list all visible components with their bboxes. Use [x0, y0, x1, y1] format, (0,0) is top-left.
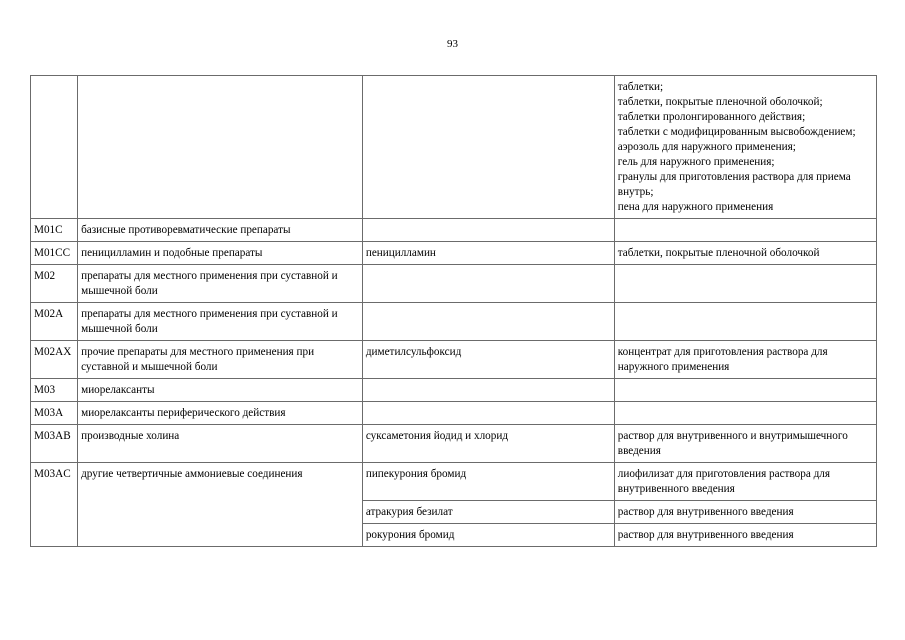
group-name-cell: производные холина [78, 425, 363, 463]
dosage-form-cell: таблетки; таблетки, покрытые пленочной оболочкой; таблетки пролонгированного действия; таблетки с модифицированным высвобождением; аэрозоль для наружного применения; гель для наружного применения; гранулы для приготовления раствора для приема внутрь; пена для наружного применения [614, 76, 876, 219]
group-name-cell [78, 76, 363, 219]
table-row [31, 265, 877, 303]
atc-code-cell: M03AC [31, 463, 78, 547]
table-row [31, 379, 877, 402]
group-name-cell: прочие препараты для местного применения при суставной и мышечной боли [78, 341, 363, 379]
atc-code-cell: M01C [31, 219, 78, 242]
table-row [31, 341, 877, 379]
atc-code-cell: M02A [31, 303, 78, 341]
substance-cell: пеницилламин [362, 242, 614, 265]
dosage-form-cell: концентрат для приготовления раствора для наружного применения [614, 341, 876, 379]
atc-code-cell: M02AX [31, 341, 78, 379]
dosage-form-cell: таблетки, покрытые пленочной оболочкой [614, 242, 876, 265]
atc-code-cell: M01CC [31, 242, 78, 265]
atc-code-cell: M03 [31, 379, 78, 402]
substance-cell [362, 303, 614, 341]
page-number: 93 [447, 38, 458, 50]
drug-classification-table [30, 75, 877, 547]
dosage-form-cell: раствор для внутривенного и внутримышечного введения [614, 425, 876, 463]
group-name-cell: препараты для местного применения при суставной и мышечной боли [78, 265, 363, 303]
group-name-cell: базисные противоревматические препараты [78, 219, 363, 242]
substance-cell [362, 265, 614, 303]
table-row [31, 76, 877, 219]
group-name-cell: препараты для местного применения при суставной и мышечной боли [78, 303, 363, 341]
dosage-form-cell: раствор для внутривенного введения [614, 524, 876, 547]
table-row [31, 219, 877, 242]
substance-cell: суксаметония йодид и хлорид [362, 425, 614, 463]
table-row [31, 303, 877, 341]
dosage-form-cell: лиофилизат для приготовления раствора для внутривенного введения [614, 463, 876, 501]
atc-code-cell: M02 [31, 265, 78, 303]
group-name-cell: миорелаксанты периферического действия [78, 402, 363, 425]
atc-code-cell: M03A [31, 402, 78, 425]
table-row [31, 242, 877, 265]
substance-cell [362, 219, 614, 242]
substance-cell: диметилсульфоксид [362, 341, 614, 379]
atc-code-cell [31, 76, 78, 219]
group-name-cell: другие четвертичные аммониевые соединения [78, 463, 363, 547]
dosage-form-cell [614, 219, 876, 242]
substance-cell: рокурония бромид [362, 524, 614, 547]
substance-cell: пипекурония бромид [362, 463, 614, 501]
dosage-form-cell: раствор для внутривенного введения [614, 501, 876, 524]
substance-cell: атракурия безилат [362, 501, 614, 524]
table-row [31, 463, 877, 501]
substance-cell [362, 402, 614, 425]
substance-cell [362, 76, 614, 219]
dosage-form-cell [614, 402, 876, 425]
atc-code-cell: M03AB [31, 425, 78, 463]
group-name-cell: миорелаксанты [78, 379, 363, 402]
substance-cell [362, 379, 614, 402]
dosage-form-cell [614, 303, 876, 341]
table-row [31, 402, 877, 425]
table-row [31, 425, 877, 463]
dosage-form-cell [614, 379, 876, 402]
group-name-cell: пеницилламин и подобные препараты [78, 242, 363, 265]
dosage-form-cell [614, 265, 876, 303]
